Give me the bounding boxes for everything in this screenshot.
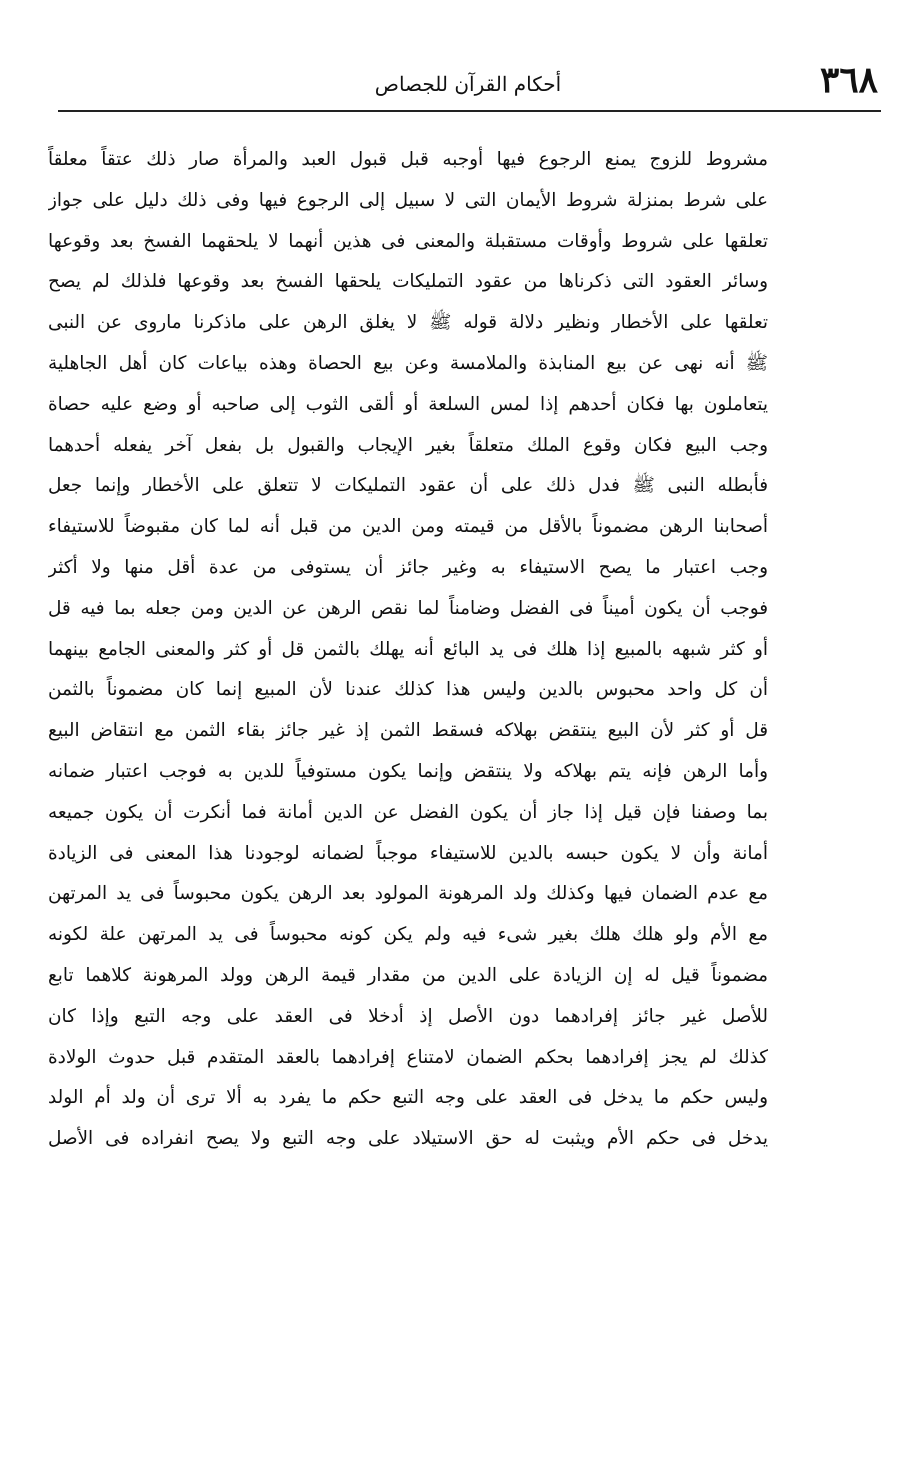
text-line: وليس حكم ما يدخل فى العقد على وجه التبع حكم ما يفرد به ألا ترى أن ولد أم الولد xyxy=(48,1087,768,1109)
text-line: يتعاملون بها فكان أحدهم إذا لمس السلعة أو ألقى الثوب إلى صاحبه أو وضع عليه حصاة xyxy=(48,393,768,415)
text-line: فوجب أن يكون أميناً فى الفضل وضامناً لما نقص الرهن عن الدين ومن جعله بما فيه قل xyxy=(48,597,768,619)
text-line: مع الأم ولو هلك هلك بغير شىء فيه ولم يكن كونه محبوساً فى يد المرتهن علة لكونه xyxy=(48,924,768,946)
text-line: كذلك لم يجز إفرادهما بحكم الضمان لامتناع إفرادهما بالعقد المتقدم قبل حدوث الولادة xyxy=(48,1046,768,1068)
text-line: بما وصفنا فإن قيل إذا جاز أن يكون الفضل عن الدين أمانة فما أنكرت أن يكون جميعه xyxy=(48,801,768,823)
header-divider xyxy=(58,110,881,112)
text-line: للأصل غير جائز إفرادهما دون الأصل إذ أدخلا فى العقد على وجه التبع وإذا كان xyxy=(48,1005,768,1027)
text-line: على شرط بمنزلة شروط الأيمان التى لا سبيل إلى الرجوع فيها وفى ذلك دليل على جواز xyxy=(48,189,768,211)
text-line: مع عدم الضمان فيها وكذلك ولد المرهونة المولود بعد الرهن يكون محبوساً فى يد المرتهن xyxy=(48,883,768,905)
page-number: ٣٦٨ xyxy=(819,59,878,101)
running-title: أحكام القرآن للجصاص xyxy=(374,72,562,96)
text-line: أمانة وأن لا يكون حبسه بالدين للاستيفاء موجباً لضمانه لوجودنا هذا المعنى فى الزيادة xyxy=(48,842,768,864)
text-line: تعلقها على الأخطار ونظير دلالة قوله ﷺ لا يغلق الرهن على ماذكرنا ماروى عن النبى xyxy=(48,312,768,334)
text-line: قل أو كثر لأن البيع ينتقض بهلاكه فسقط الثمن إذ غير جائز بقاء الثمن مع انتقاض البيع xyxy=(48,720,768,742)
page-header xyxy=(58,59,878,110)
text-line: وجب اعتبار ما يصح الاستيفاء به وغير جائز أن يستوفى من عدة أقل منها ولا أكثر xyxy=(48,556,768,578)
text-line: فأبطله النبى ﷺ فدل ذلك على أن عقود التمليكات لا تتعلق على الأخطار وإنما جعل xyxy=(48,475,768,497)
text-line: أصحابنا الرهن مضموناً بالأقل من قيمته ومن الدين من قبل أنه لما كان مقبوضاً للاستيفاء xyxy=(48,516,768,538)
text-line: ﷺ أنه نهى عن بيع المنابذة والملامسة وعن بيع الحصاة وهذه بياعات كان أهل الجاهلية xyxy=(48,352,768,374)
text-line: يدخل فى حكم الأم ويثبت له حق الاستيلاد على وجه التبع ولا يصح انفراده فى الأصل xyxy=(48,1128,768,1150)
text-line: تعلقها على شروط وأوقات مستقبلة والمعنى فى هذين أنهما لا يلحقهما الفسخ بعد وقوعها xyxy=(48,230,768,252)
text-line: مشروط للزوج يمنع الرجوع فيها أوجبه قبل قبول العبد والمرأة صار ذلك عتقاً معلقاً xyxy=(48,149,768,170)
text-line: مضموناً قيل له إن الزيادة على الدين من مقدار قيمة الرهن وولد المرهونة كلاهما تابع xyxy=(48,964,768,986)
text-line: وجب البيع فكان وقوع الملك متعلقاً بغير الإيجاب والقبول بل بفعل آخر يفعله أحدهما xyxy=(48,434,768,456)
text-line: أو كثر شبهه بالمبيع إذا هلك فى يد البائع أنه يهلك بالثمن قل أو كثر والمعنى الجامع بينهما xyxy=(48,638,768,660)
text-line: وسائر العقود التى ذكرناها من عقود التمليكات يلحقها الفسخ بعد وقوعها فلذلك لم يصح xyxy=(48,271,768,293)
text-line: أن كل واحد محبوس بالدين وليس هذا كذلك عندنا لأن المبيع إنما كان مضموناً بالثمن xyxy=(48,679,768,701)
text-line: وأما الرهن فإنه يتم بهلاكه ولا ينتقض وإنما يكون مستوفياً للدين به فوجب اعتبار ضمانه xyxy=(48,760,768,782)
body-text xyxy=(48,140,768,1160)
